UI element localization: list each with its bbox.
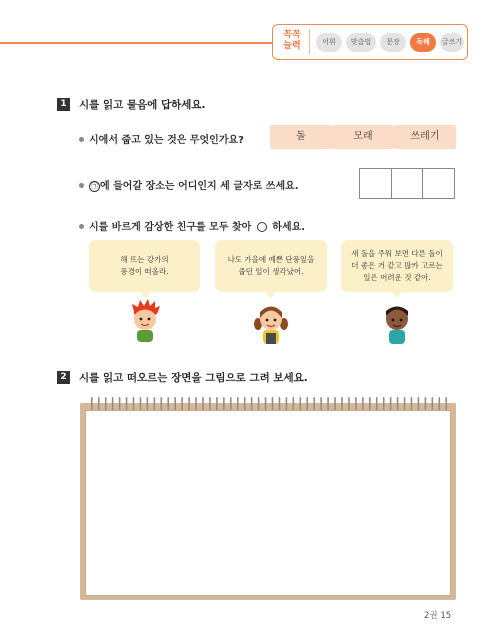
- binding-ring: [411, 397, 413, 410]
- bubble-1-line2: 풍경이 떠올라.: [120, 267, 169, 276]
- bubble-1-line1: 해 뜨는 강가의: [120, 255, 169, 264]
- speech-bubble-3[interactable]: [341, 240, 453, 292]
- binding-ring: [300, 397, 302, 410]
- binding-ring: [244, 397, 246, 410]
- dark-haired-boy-icon: [380, 300, 414, 346]
- tab-sentence[interactable]: 문장: [380, 33, 406, 52]
- binding-ring: [293, 397, 295, 410]
- binding-ring: [390, 397, 392, 410]
- spiral-binding-icon: [88, 397, 450, 411]
- question-1-sub3: [79, 218, 305, 233]
- binding-ring: [195, 397, 197, 410]
- bubble-3-line2: 더 좋은 거 같고 많카 고르는: [351, 261, 443, 270]
- answer-box-3[interactable]: [423, 169, 454, 198]
- tab-vocabulary[interactable]: 어휘: [316, 33, 342, 52]
- bullet-icon: [79, 224, 84, 229]
- binding-ring: [341, 397, 343, 410]
- sub1-text: 시에서 줍고 있는 것은 무엇인가요?: [89, 135, 244, 146]
- bullet-icon: [79, 137, 84, 142]
- skill-nav-title-line1: 꼭꼭: [283, 30, 301, 40]
- question-1-sub2: [79, 177, 299, 192]
- pigtail-girl-icon: [253, 300, 289, 346]
- binding-ring: [154, 397, 156, 410]
- binding-ring: [237, 397, 239, 410]
- binding-ring: [439, 397, 441, 410]
- skill-nav-title: [279, 30, 305, 52]
- binding-ring: [279, 397, 281, 410]
- binding-ring: [369, 397, 371, 410]
- binding-ring: [362, 397, 364, 410]
- choice-sand[interactable]: 모래: [332, 125, 394, 149]
- binding-ring: [119, 397, 121, 410]
- drawing-area[interactable]: [85, 410, 451, 596]
- binding-ring: [251, 397, 253, 410]
- binding-ring: [272, 397, 274, 410]
- sub2-text: 에 들어갈 장소는 어디인지 세 글자로 쓰세요.: [100, 181, 299, 192]
- binding-ring: [334, 397, 336, 410]
- speech-bubble-2[interactable]: [215, 240, 327, 292]
- bubble-2-line1: 나도 가을에 예쁜 단풍잎을: [227, 255, 315, 264]
- three-letter-answer-boxes[interactable]: [359, 168, 455, 199]
- binding-ring: [223, 397, 225, 410]
- binding-ring: [355, 397, 357, 410]
- tab-reading[interactable]: 독해: [410, 33, 436, 52]
- binding-ring: [202, 397, 204, 410]
- question-1-text: 시를 읽고 물음에 답하세요.: [79, 99, 206, 111]
- skill-nav-divider: [309, 30, 310, 54]
- header-rule: [0, 42, 272, 44]
- skill-nav: [272, 24, 468, 60]
- choice-stone[interactable]: 돌: [270, 125, 332, 149]
- page-number: 2권 15: [424, 611, 452, 621]
- binding-ring: [306, 397, 308, 410]
- binding-ring: [432, 397, 434, 410]
- question-1-sub1: [79, 131, 244, 146]
- binding-ring: [313, 397, 315, 410]
- binding-ring: [320, 397, 322, 410]
- binding-ring: [140, 397, 142, 410]
- binding-ring: [327, 397, 329, 410]
- binding-ring: [265, 397, 267, 410]
- speech-bubble-1[interactable]: [89, 240, 200, 292]
- question-2-number: 2: [57, 371, 70, 384]
- bubble-3-line3: 일은 어려운 것 같아.: [363, 273, 431, 282]
- binding-ring: [286, 397, 288, 410]
- binding-ring: [404, 397, 406, 410]
- choice-trash[interactable]: 쓰레기: [394, 125, 456, 149]
- tab-spelling[interactable]: 맞춤법: [346, 33, 376, 52]
- binding-ring: [91, 397, 93, 410]
- answer-box-2[interactable]: [392, 169, 424, 198]
- circle-mark-icon: [257, 222, 267, 232]
- tab-writing[interactable]: 글쓰기: [440, 33, 464, 52]
- binding-ring: [133, 397, 135, 410]
- binding-ring: [161, 397, 163, 410]
- binding-ring: [230, 397, 232, 410]
- binding-ring: [181, 397, 183, 410]
- bubble-3-line1: 새 돌을 주워 보면 다른 돌이: [351, 249, 443, 258]
- binding-ring: [126, 397, 128, 410]
- red-haired-boy-icon: [128, 298, 162, 344]
- binding-ring: [348, 397, 350, 410]
- binding-ring: [376, 397, 378, 410]
- sub3-text-before: 시를 바르게 감상한 친구를 모두 찾아: [89, 222, 252, 233]
- binding-ring: [216, 397, 218, 410]
- skill-nav-title-line2: 늘력: [283, 41, 301, 51]
- binding-ring: [425, 397, 427, 410]
- binding-ring: [174, 397, 176, 410]
- binding-ring: [105, 397, 107, 410]
- binding-ring: [397, 397, 399, 410]
- bullet-icon: [79, 183, 84, 188]
- circled-marker: ㉠: [91, 181, 98, 190]
- binding-ring: [209, 397, 211, 410]
- question-1-number: 1: [57, 98, 70, 111]
- binding-ring: [445, 397, 447, 410]
- binding-ring: [258, 397, 260, 410]
- binding-ring: [112, 397, 114, 410]
- question-2-text: 시를 읽고 떠오르는 장면을 그림으로 그려 보세요.: [79, 372, 308, 384]
- binding-ring: [383, 397, 385, 410]
- bubble-2-line2: 줍던 일이 생각났어.: [238, 267, 304, 276]
- binding-ring: [98, 397, 100, 410]
- sub3-text-after: 하세요.: [272, 222, 306, 233]
- answer-box-1[interactable]: [360, 169, 392, 198]
- binding-ring: [188, 397, 190, 410]
- binding-ring: [418, 397, 420, 410]
- binding-ring: [167, 397, 169, 410]
- binding-ring: [147, 397, 149, 410]
